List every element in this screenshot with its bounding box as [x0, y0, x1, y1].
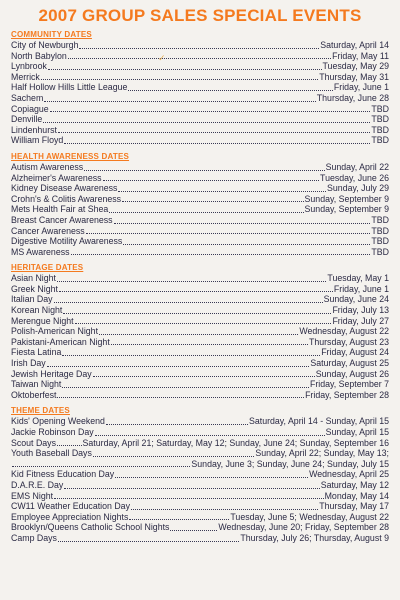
event-date: Sunday, July 29: [327, 183, 389, 194]
event-date: Friday, July 13: [332, 305, 389, 316]
dot-leader: [43, 121, 370, 123]
event-row: [11, 491, 389, 502]
event-date: TBD: [371, 236, 389, 247]
dot-leader: [115, 476, 308, 478]
event-row: [11, 226, 389, 237]
event-row: [11, 247, 389, 258]
event-name: Korean Night: [11, 305, 63, 316]
event-date: Sunday, April 22: [325, 161, 389, 172]
event-name: Copiague: [11, 103, 49, 114]
event-row: [11, 215, 389, 226]
dot-leader: [12, 465, 190, 467]
event-name: Fiesta Latina: [11, 347, 62, 358]
section-title: HEALTH AWARENESS DATES: [11, 151, 130, 161]
event-date: Thursday, July 26; Thursday, August 9: [240, 532, 389, 543]
event-date: TBD: [371, 214, 389, 225]
event-name: Crohn's & Colitis Awareness: [11, 193, 122, 204]
event-name: Lindenhurst: [11, 124, 57, 135]
dot-leader: [71, 253, 371, 255]
dot-leader: [86, 232, 371, 234]
event-name: Scout Days: [11, 437, 56, 448]
dot-leader: [170, 529, 217, 531]
event-name: Mets Health Fair at Shea: [11, 204, 109, 215]
dot-leader: [129, 518, 229, 520]
event-date: Sunday, August 26: [315, 368, 389, 379]
event-date: Sunday, June 3; Sunday, June 24; Sunday, July 15: [191, 458, 389, 469]
event-name: Sachem: [11, 92, 44, 103]
event-name: D.A.R.E. Day: [11, 479, 64, 490]
event-date: Friday, September 7: [309, 379, 389, 390]
event-name: Greek Night: [11, 283, 58, 294]
event-row: [11, 125, 389, 136]
dot-leader: [122, 200, 303, 202]
event-name: Digestive Motility Awareness: [11, 236, 123, 247]
event-date: TBD: [371, 114, 389, 125]
dot-leader: [64, 487, 319, 489]
dot-leader: [47, 365, 310, 367]
event-name: Oktoberfest: [11, 389, 57, 400]
event-date: Thursday, June 28: [316, 92, 389, 103]
dot-leader: [54, 301, 323, 303]
event-date: TBD: [371, 225, 389, 236]
event-list: [11, 273, 389, 400]
event-name: Employee Appreciation Nights: [11, 511, 129, 522]
dot-leader: [48, 68, 322, 70]
event-row: [11, 93, 389, 104]
event-name: Polish-American Night: [11, 326, 99, 337]
dot-leader: [103, 179, 320, 181]
event-row: [11, 501, 389, 512]
event-date: Wednesday, August 22: [299, 326, 389, 337]
event-row: [11, 337, 389, 348]
event-name: William Floyd: [11, 135, 64, 146]
section-title: COMMUNITY DATES: [11, 30, 92, 39]
event-date: Monday, May 14: [324, 490, 389, 501]
event-row: [11, 347, 389, 358]
event-date: Tuesday, June 26: [320, 172, 389, 183]
section: [11, 152, 389, 257]
event-row: [11, 40, 389, 51]
dot-leader: [79, 47, 319, 49]
event-date: Saturday, May 12: [320, 479, 389, 490]
event-row: [11, 390, 389, 401]
dot-leader: [57, 280, 326, 282]
dot-leader: [109, 211, 303, 213]
event-list: [11, 40, 389, 146]
dot-leader: [64, 142, 370, 144]
event-row: [11, 135, 389, 146]
dot-leader: [106, 423, 248, 425]
event-row: [11, 533, 389, 544]
event-row: [11, 61, 389, 72]
event-date: Sunday, April 15: [325, 427, 389, 437]
event-row: [11, 316, 389, 327]
event-row: [11, 522, 389, 533]
event-date: Sunday, April 22; Sunday, May 13;: [255, 448, 389, 459]
event-date: Friday, August 24: [321, 347, 389, 358]
dot-leader: [128, 89, 333, 91]
event-name: Jackie Robinson Day: [11, 427, 94, 437]
event-name: EMS Night: [11, 490, 54, 501]
event-date: Friday, July 27: [332, 315, 389, 326]
event-name: Camp Days: [11, 532, 57, 543]
event-row: [11, 480, 389, 491]
event-date: Saturday, August 25: [310, 358, 389, 369]
dot-leader: [41, 78, 318, 80]
checkmark-icon: ✓: [158, 53, 166, 63]
event-row: [11, 236, 389, 247]
dot-leader: [68, 57, 331, 59]
event-date: Friday, May 11: [332, 50, 389, 61]
event-name: Irish Day: [11, 358, 46, 369]
event-row: [11, 194, 389, 205]
event-date: Friday, September 28: [305, 389, 389, 400]
dot-leader: [84, 169, 324, 171]
event-name: Italian Day: [11, 294, 53, 305]
event-row: [11, 104, 389, 115]
event-row: [11, 427, 389, 438]
event-date: Saturday, April 14 - Sunday, April 15: [248, 416, 389, 427]
event-date: TBD: [371, 246, 389, 257]
dot-leader: [50, 110, 371, 112]
event-row: [11, 82, 389, 93]
dot-leader: [63, 312, 331, 314]
section-title: HERITAGE DATES: [11, 263, 84, 273]
event-date: Thursday, May 31: [319, 71, 389, 82]
event-date: Saturday, April 21; Saturday, May 12; Sunday, June 24; Sunday, September 16: [82, 437, 389, 448]
event-row: [11, 379, 389, 390]
dot-leader: [93, 455, 254, 457]
event-name: Denville: [11, 114, 43, 125]
event-name: Taiwan Night: [11, 379, 62, 390]
dot-leader: [58, 540, 239, 542]
section-title: THEME DATES: [11, 406, 70, 416]
dot-leader: [123, 243, 370, 245]
event-row: [11, 438, 389, 449]
event-name: Half Hollow Hills Little League: [11, 82, 128, 93]
dot-leader: [95, 434, 325, 436]
event-row: [11, 512, 389, 523]
event-row: [11, 294, 389, 305]
event-name: CW11 Weather Education Day: [11, 501, 130, 512]
event-name: Jewish Heritage Day: [11, 368, 92, 379]
event-row-continuation: [11, 459, 389, 470]
dot-leader: [54, 497, 324, 499]
event-row: [11, 305, 389, 316]
section: [11, 263, 389, 400]
event-date: Friday, June 1: [333, 82, 389, 93]
dot-leader: [111, 343, 308, 345]
dot-leader: [59, 290, 333, 292]
event-date: Wednesday, April 25: [309, 469, 389, 480]
event-row: [11, 448, 389, 459]
event-date: TBD: [371, 103, 389, 114]
event-date: TBD: [371, 124, 389, 135]
dot-leader: [131, 508, 318, 510]
event-date: Saturday, April 14: [320, 40, 389, 50]
event-name: Autism Awareness: [11, 161, 84, 172]
dot-leader: [114, 222, 371, 224]
event-name: Kids' Opening Weekend: [11, 416, 105, 427]
event-name: Merrick: [11, 71, 40, 82]
event-row: [11, 369, 389, 380]
dot-leader: [93, 375, 315, 377]
event-name: Merengue Night: [11, 315, 74, 326]
dot-leader: [62, 354, 320, 356]
event-name: MS Awareness: [11, 246, 70, 257]
event-date: Thursday, August 23: [308, 336, 389, 347]
event-date: TBD: [371, 135, 389, 146]
dot-leader: [57, 396, 304, 398]
dot-leader: [75, 322, 332, 324]
event-row: [11, 358, 389, 369]
event-name: Kidney Disease Awareness: [11, 183, 118, 194]
event-date: Wednesday, June 20; Friday, September 28: [218, 522, 389, 533]
event-name: Lynbrook: [11, 61, 47, 72]
dot-leader: [44, 100, 316, 102]
event-name: Kid Fitness Education Day: [11, 469, 115, 480]
section: [11, 30, 389, 146]
event-date: Tuesday, May 1: [327, 273, 389, 284]
event-list: [11, 416, 389, 543]
event-row: [11, 51, 389, 62]
event-name: North Babylon: [11, 50, 67, 61]
event-row: [11, 326, 389, 337]
event-row: [11, 72, 389, 83]
event-row: [11, 114, 389, 125]
dot-leader: [57, 444, 82, 446]
event-row: [11, 183, 389, 194]
event-date: Tuesday, June 5; Wednesday, August 22: [230, 511, 389, 522]
dot-leader: [62, 386, 309, 388]
dot-leader: [58, 131, 370, 133]
dot-leader: [99, 333, 298, 335]
event-row: [11, 469, 389, 480]
event-name: Breast Cancer Awareness: [11, 214, 113, 225]
sections-container: [11, 30, 389, 544]
event-name: Youth Baseball Days: [11, 448, 92, 459]
event-date: Sunday, June 24: [323, 294, 389, 305]
event-name: Alzheimer's Awareness: [11, 172, 102, 183]
event-row: [11, 284, 389, 295]
event-name: Pakistani-American Night: [11, 336, 110, 347]
event-name: City of Newburgh: [11, 40, 79, 50]
event-row: [11, 416, 389, 427]
event-date: Tuesday, May 29: [322, 61, 389, 72]
event-date: Sunday, September 9: [304, 204, 389, 215]
dot-leader: [118, 190, 326, 192]
event-row: [11, 273, 389, 284]
event-row: [11, 204, 389, 215]
event-date: Friday, June 1: [333, 283, 389, 294]
page-title: 2007 GROUP SALES SPECIAL EVENTS: [38, 6, 362, 25]
event-list: [11, 162, 389, 257]
event-name: Asian Night: [11, 273, 56, 284]
event-name: Brooklyn/Queens Catholic School Nights: [11, 522, 170, 533]
event-name: Cancer Awareness: [11, 225, 85, 236]
section: [11, 406, 389, 543]
event-date: Sunday, September 9: [304, 193, 389, 204]
event-row: [11, 162, 389, 173]
event-date: Thursday, May 17: [319, 501, 389, 512]
event-row: [11, 173, 389, 184]
